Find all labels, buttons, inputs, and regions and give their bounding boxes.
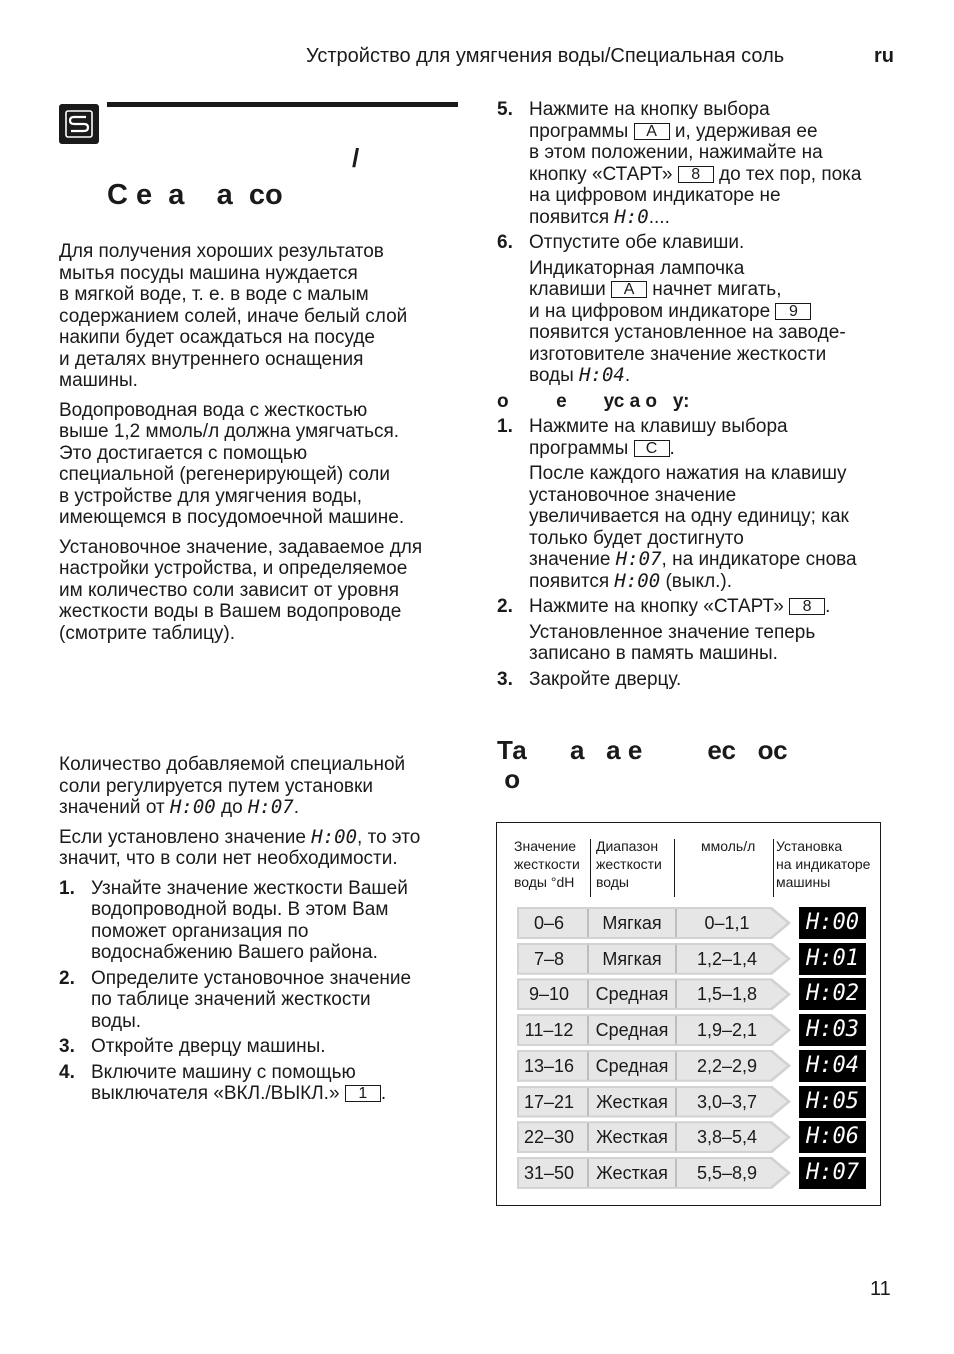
note-text: После каждого нажатия на клавишу установочное значение увеличивается на одну единицу; как только будет достигнуто значение (529, 463, 849, 570)
hardness-dh: 7–8 (533, 948, 565, 969)
table-row (517, 1050, 862, 1082)
zero-text-post: , то это значит, что в соли нет необходимости. (59, 826, 421, 869)
zero-value: H:00 (311, 825, 358, 848)
hardness-range: Мягкая (602, 913, 662, 933)
display-value: H:0 (614, 205, 649, 228)
intro-paragraph-3: Установочное значение, задаваемое для настройки устройства, и определяемое им количество соли зависит от уровня жесткости воды в Вашем водопроводе (смотрите таблицу). (59, 536, 423, 644)
step-number: 4. (59, 1061, 75, 1083)
page-number: 11 (870, 1278, 891, 1300)
step-2 (59, 968, 459, 1033)
step-text: Нажмите на клавишу выбора программы (529, 416, 788, 459)
zero-text-pre: Если установлено значение (59, 826, 312, 848)
step-text: Включите машину с помощью выключателя «ВКЛ./ВЫКЛ.» (91, 1061, 356, 1104)
step-number: 2. (497, 596, 513, 617)
note-text: Индикаторная лампочка клавиши (529, 257, 745, 300)
table-row (517, 1086, 862, 1118)
header-mmol: ммоль/л (701, 838, 756, 854)
key-8-badge: 8 (789, 598, 825, 615)
hardness-range: Средная (595, 1055, 669, 1076)
hardness-range: Средная (595, 1020, 669, 1041)
setting-display: H:05 (799, 1086, 866, 1118)
table-row (517, 943, 862, 975)
step-text: до тех пор, пока на цифровом индикаторе не появится (529, 163, 862, 228)
hardness-mmol: 3,8–5,4 (696, 1127, 758, 1148)
sub-step-3 (497, 669, 907, 691)
range-end: . (293, 797, 299, 818)
running-title: Устройство для умягчения воды/Специальная соль (306, 45, 785, 67)
section-title: С е а а со (107, 179, 283, 211)
note-text: , на индикаторе снова появится (529, 549, 857, 592)
table-row (517, 978, 862, 1010)
step-text: Нажмите на кнопку выбора программы (529, 99, 770, 142)
header-divider (674, 839, 675, 897)
salt-s-icon (59, 104, 99, 144)
sub-step-2-note: Установленное значение теперь записано в память машины. (529, 621, 816, 664)
hardness-range: Жесткая (596, 1091, 668, 1112)
hardness-mmol: 0–1,1 (704, 913, 750, 933)
step-text: Отпустите обе клавиши. (529, 232, 745, 253)
intro-text (59, 241, 459, 652)
hardness-table (496, 822, 881, 1206)
right-column (497, 99, 907, 694)
subheading: о е ус а о у: (497, 390, 690, 412)
hardness-range: Жесткая (596, 1162, 668, 1183)
hardness-mmol: 1,5–1,8 (696, 984, 758, 1005)
step-text: . (669, 437, 675, 459)
key-8-badge: 8 (678, 166, 714, 183)
setting-display: H:00 (799, 907, 866, 939)
sub-step-1-note (497, 463, 907, 592)
table-row (517, 907, 862, 939)
setting-display: H:07 (799, 1157, 866, 1189)
hardness-dh: 0–6 (533, 913, 565, 933)
hardness-range: Средная (595, 984, 669, 1005)
key-c-badge: C (634, 440, 670, 457)
sub-step-1 (497, 416, 907, 459)
step-number: 1. (59, 877, 75, 899)
setting-display: H:04 (799, 1050, 866, 1082)
note-text: . (624, 365, 631, 386)
step-3 (59, 1036, 459, 1058)
hardness-dh: 11–12 (524, 1020, 574, 1041)
hardness-dh: 9–10 (528, 984, 570, 1005)
setting-display: H:06 (799, 1121, 866, 1153)
table-title: Та а а е ес ос о (497, 735, 788, 794)
section-rule (107, 102, 458, 107)
step-text: Узнайте значение жесткости Вашей водопроводной воды. В этом Вам поможет организация по водоснабжению Вашего района. (91, 877, 408, 963)
step-number: 3. (497, 668, 513, 690)
language-code: ru (874, 45, 894, 67)
step-number: 5. (497, 99, 513, 120)
sub-step-2 (497, 596, 907, 618)
zero-paragraph (59, 827, 459, 870)
range-mid: до (215, 797, 248, 818)
key-a-badge: A (634, 123, 670, 140)
settings-text (59, 754, 459, 1109)
step-6 (497, 232, 907, 254)
key-1-badge: 1 (345, 1085, 381, 1102)
hardness-dh: 31–50 (523, 1162, 575, 1183)
setting-display: H:01 (799, 943, 866, 975)
step-end: . (380, 1083, 387, 1104)
key-9-badge: 9 (775, 303, 811, 320)
header-setting: Установка на индикаторе машины (776, 838, 871, 890)
range-to-value: H:07 (247, 796, 294, 818)
setting-display: H:02 (799, 978, 866, 1010)
step-number: 6. (497, 232, 513, 253)
display-value: H:07 (615, 548, 662, 570)
hardness-mmol: 2,2–2,9 (696, 1055, 758, 1076)
hardness-dh: 13–16 (523, 1055, 575, 1076)
range-paragraph (59, 754, 459, 819)
step-text: Определите установочное значение по таблице значений жесткости воды. (91, 967, 412, 1032)
hardness-dh: 22–30 (523, 1127, 575, 1148)
hardness-mmol: 1,2–1,4 (696, 948, 758, 969)
note-text: появится установленное на заводе- изготовителе значение жесткости воды (529, 322, 846, 386)
step-number: 1. (497, 416, 513, 437)
hardness-mmol: 1,9–2,1 (696, 1020, 758, 1041)
step-text: Закройте дверцу. (529, 668, 682, 690)
step-5 (497, 99, 907, 228)
key-a-badge: A (611, 281, 647, 298)
hardness-mmol: 5,5–8,9 (696, 1162, 758, 1183)
step-6-note (497, 258, 907, 387)
header-hardness: Значение жесткости воды °dH (514, 838, 580, 890)
title-slash: / (352, 143, 360, 173)
table-row (517, 1121, 862, 1153)
table-row (517, 1014, 862, 1046)
display-value: H:00 (614, 569, 661, 592)
range-text: Количество добавляемой специальной соли регулируется путем установки значений от (59, 754, 406, 818)
intro-paragraph-2: Водопроводная вода с жесткостью выше 1,2 ммоль/л должна умягчаться. Это достигается с помощью специальной (регенерирующей) соли в устройстве для умягчения воды, имеющемся в посудомоечной машине. (59, 399, 405, 528)
step-number: 3. (59, 1036, 75, 1057)
step-text: и, удерживая ее в этом положении, нажимайте на кнопку «СТАРТ» (529, 120, 823, 185)
range-from-value: H:00 (169, 796, 216, 818)
header-divider (773, 839, 774, 897)
step-text: Нажмите на кнопку «СТАРТ» (529, 596, 790, 617)
step-1 (59, 878, 459, 964)
table-row (517, 1157, 862, 1189)
step-text: .... (648, 206, 670, 228)
hardness-range: Жесткая (596, 1127, 668, 1148)
note-text: начнет мигать, и на цифровом индикаторе (529, 279, 782, 322)
header-range: Диапазон жесткости воды (596, 838, 662, 890)
display-value: H:04 (579, 364, 625, 386)
step-number: 2. (59, 967, 75, 989)
step-4 (59, 1062, 459, 1105)
setting-display: H:03 (799, 1014, 866, 1046)
note-text: (выкл.). (660, 570, 733, 592)
hardness-range: Мягкая (602, 948, 662, 969)
header-divider (590, 839, 591, 897)
hardness-mmol: 3,0–3,7 (696, 1091, 758, 1112)
step-text: Откройте дверцу машины. (91, 1036, 326, 1057)
hardness-dh: 17–21 (523, 1091, 575, 1112)
intro-paragraph-1: Для получения хороших результатов мытья посуды машина нуждается в мягкой воде, т. е. в воде с малым содержанием солей, иначе белый слой накипи будет осаждаться на посуде и деталях внутреннего оснащения машины. (59, 241, 408, 391)
step-text: . (825, 596, 831, 617)
